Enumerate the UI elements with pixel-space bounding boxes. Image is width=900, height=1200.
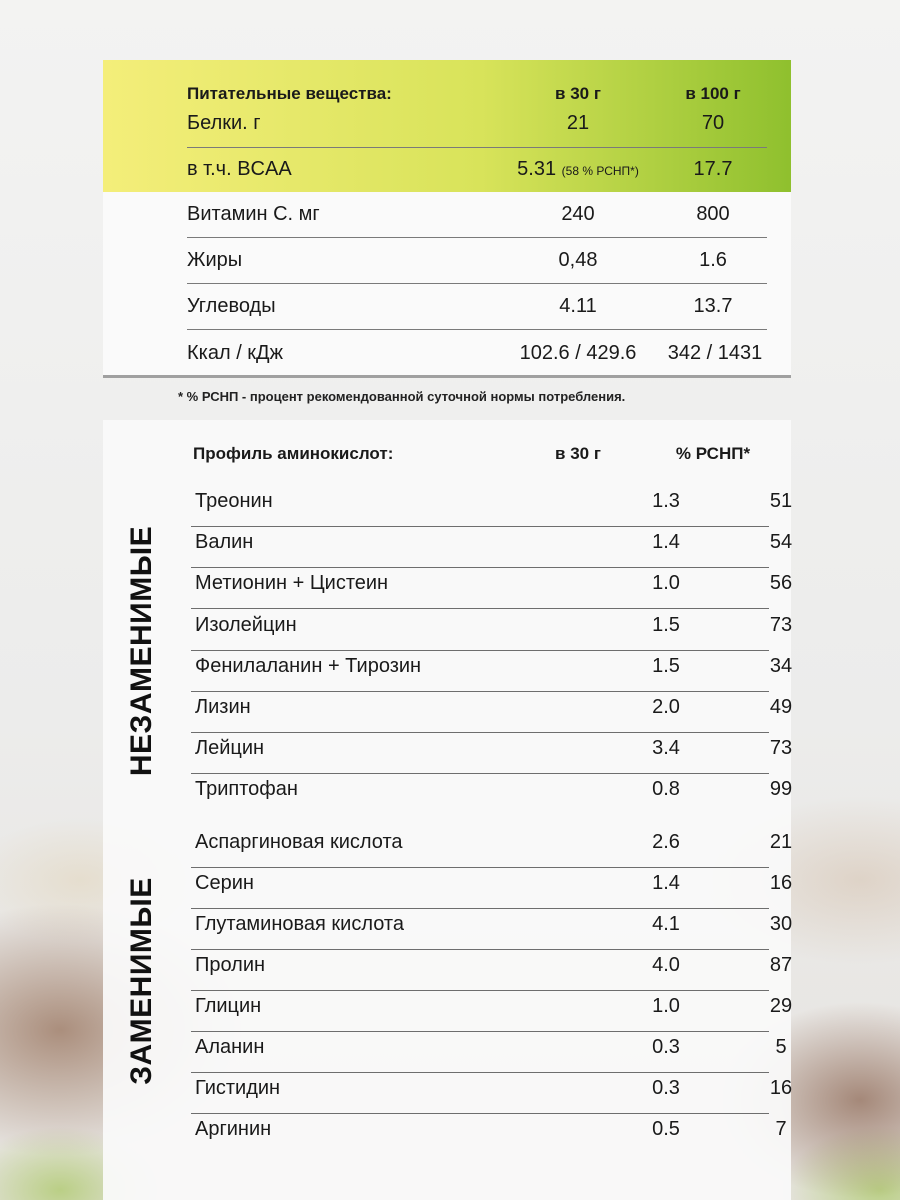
nutrition-row-v100: 70: [701, 112, 725, 134]
amino-name: Лизин: [195, 696, 251, 718]
amino-name: Пролин: [195, 954, 266, 976]
amino-pct: 54: [769, 531, 793, 554]
nutrition-row-name: Белки. г: [187, 112, 261, 134]
amino-pct: 99: [769, 778, 793, 801]
nutrition-row-v100: 17.7: [693, 158, 733, 180]
amino-v30: 0.3: [652, 1077, 680, 1099]
nutrition-row-name: Углеводы: [187, 295, 276, 317]
nutrition-row-name: Ккал / кДж: [187, 342, 283, 364]
amino-name: Глицин: [195, 995, 262, 1017]
amino-row: [191, 692, 793, 733]
amino-name: Глутаминовая кислота: [195, 913, 404, 935]
amino-header-label: Профиль аминокислот:: [193, 444, 394, 463]
amino-pct: 51: [769, 490, 793, 512]
nutrition-row-v30: 102.6 / 429.6: [519, 342, 637, 364]
nutrition-row-v30: 4.11: [559, 295, 597, 317]
amino-row: [191, 733, 793, 774]
amino-pct: 34: [769, 654, 793, 677]
nutrition-row-name: Жиры: [187, 249, 243, 271]
amino-row: [191, 774, 793, 815]
amino-name: Изолейцин: [195, 613, 297, 636]
essential-label: НЕЗАМЕНИМЫЕ: [125, 525, 158, 777]
nutrition-row-v100: 800: [696, 203, 730, 225]
amino-pct: 16: [769, 1077, 793, 1099]
amino-v30: 1.4: [652, 872, 680, 894]
amino-name: Метионин + Цистеин: [195, 572, 389, 595]
amino-row: [191, 1073, 793, 1114]
amino-pct: 7: [775, 1118, 787, 1140]
nutrition-table: [103, 60, 791, 378]
divider: [187, 147, 767, 148]
amino-row: [191, 610, 793, 651]
amino-name: Серин: [195, 872, 254, 894]
amino-name: Фенилаланин + Тирозин: [195, 654, 422, 677]
nutrition-row-v100: 1.6: [699, 249, 727, 271]
nonessential-label: ЗАМЕНИМЫЕ: [125, 877, 158, 1085]
nutrition-row-v100: 342 / 1431: [667, 342, 763, 364]
amino-header-col2: % РСНП*: [675, 444, 751, 463]
nutrition-row-v30: 5.31 (58 % РСНП*): [517, 158, 639, 180]
amino-v30: 3.4: [652, 737, 680, 760]
nutrition-header-col2: в 100 г: [685, 84, 741, 103]
nutrition-header-col1: в 30 г: [555, 84, 601, 103]
amino-name: Аспаргиновая кислота: [195, 831, 403, 853]
amino-row: [191, 868, 793, 909]
amino-row: [191, 909, 793, 950]
amino-pct: 49: [769, 696, 793, 718]
amino-row: [191, 1114, 787, 1155]
amino-row: [191, 568, 793, 609]
amino-pct: 87: [769, 954, 793, 976]
amino-v30: 1.5: [652, 613, 680, 636]
amino-row: [191, 1032, 787, 1073]
divider: [187, 329, 767, 330]
nutrition-row-name: Витамин С. мг: [187, 203, 320, 225]
amino-row: [191, 486, 793, 527]
amino-name: Триптофан: [195, 778, 298, 801]
nutrition-header-label: Питательные вещества:: [187, 84, 392, 103]
amino-pct: 30: [769, 913, 793, 935]
amino-v30: 2.0: [652, 696, 680, 718]
amino-v30: 0.5: [652, 1118, 680, 1140]
amino-name: Лейцин: [195, 737, 265, 760]
amino-v30: 1.0: [652, 995, 680, 1017]
amino-name: Треонин: [195, 490, 273, 512]
amino-name: Гистидин: [195, 1077, 281, 1099]
amino-pct: 73: [769, 737, 793, 760]
amino-pct: 21: [769, 831, 793, 853]
nutrition-row-v100: 13.7: [693, 295, 733, 317]
amino-row: [191, 950, 793, 991]
amino-pct: 29: [769, 995, 793, 1017]
divider: [187, 283, 767, 284]
amino-name: Аргинин: [195, 1118, 272, 1140]
amino-v30: 1.3: [652, 490, 680, 512]
amino-v30: 4.1: [652, 913, 680, 935]
amino-row: [191, 651, 793, 692]
amino-header-col1: в 30 г: [555, 444, 601, 463]
divider: [187, 237, 767, 238]
amino-v30: 4.0: [652, 954, 680, 976]
amino-v30: 0.8: [652, 778, 680, 801]
amino-row: [191, 991, 793, 1032]
footnote: * % РСНП - процент рекомендованной суточной нормы потребления.: [178, 389, 626, 404]
amino-name: Валин: [195, 531, 254, 554]
amino-table: [103, 420, 791, 1200]
nutrition-row-v30: 240: [561, 203, 595, 225]
amino-pct: 5: [775, 1036, 787, 1058]
nutrition-row-name: в т.ч. BCAA: [187, 158, 292, 180]
nutrition-row-v30: 0,48: [558, 249, 598, 271]
panel-bottom-border: [103, 375, 791, 378]
amino-pct: 16: [769, 872, 793, 894]
amino-name: Аланин: [195, 1036, 265, 1058]
amino-row: [191, 527, 793, 568]
amino-v30: 1.4: [652, 531, 680, 554]
amino-pct: 56: [769, 572, 793, 595]
amino-v30: 0.3: [652, 1036, 680, 1058]
amino-v30: 2.6: [652, 831, 680, 853]
amino-row: [191, 827, 793, 868]
rsnp-note: (58 % РСНП*): [561, 164, 639, 178]
amino-v30: 1.5: [652, 654, 680, 677]
amino-v30: 1.0: [652, 572, 680, 595]
nutrition-row-v30: 21: [566, 112, 590, 134]
amino-pct: 73: [769, 613, 793, 636]
